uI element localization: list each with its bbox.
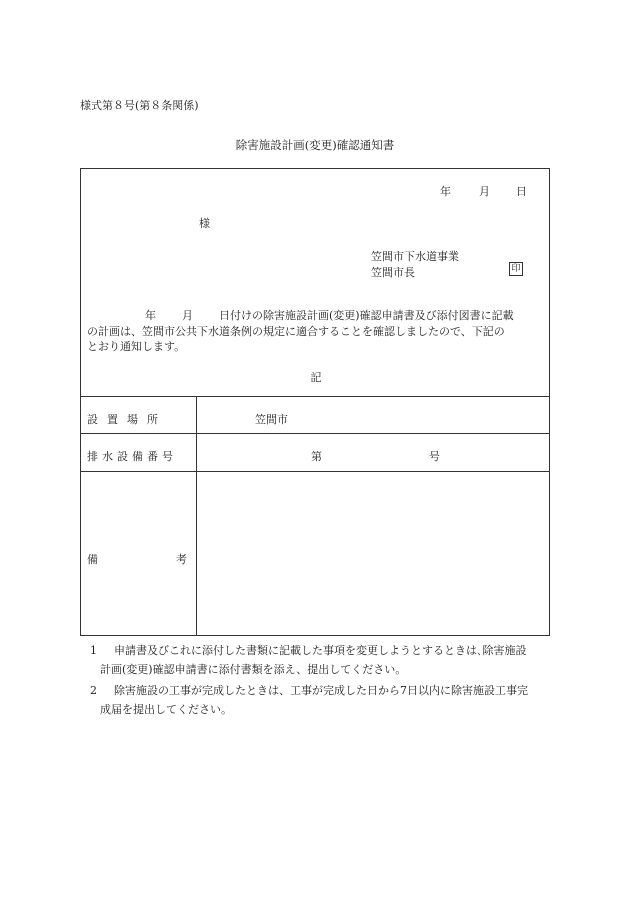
note-number: 2 xyxy=(90,684,97,697)
drainage-number-prefix: 第 xyxy=(311,450,322,463)
body-month: 月 xyxy=(182,309,193,322)
location-value: 笠間市 xyxy=(255,413,288,426)
location-label: 設置場所 xyxy=(87,413,167,426)
date-line xyxy=(440,183,527,199)
seal-mark: 印 xyxy=(509,262,523,276)
drainage-number-label: 排水設備番号 xyxy=(87,450,177,463)
issuer-mayor: 笠間市長 xyxy=(371,266,415,279)
date-day: 日 xyxy=(516,185,527,198)
issuer-department: 笠間市下水道事業 xyxy=(371,250,459,263)
note-item xyxy=(80,641,550,679)
body-line1: 日付けの除害施設計画(変更)確認申請書及び添付図書に記載 xyxy=(219,309,514,322)
divider xyxy=(81,433,549,434)
note-line: 計画(変更)確認申請書に添付書類を添え、提出してください。 xyxy=(100,663,407,676)
form-frame xyxy=(80,168,550,636)
note-line: 成届を提出してください。 xyxy=(100,703,232,716)
ki-heading: 記 xyxy=(310,371,322,384)
body-line2: の計画は、笠間市公共下水道条例の規定に適合することを確認しましたので、下記の xyxy=(87,324,505,338)
note-number: 1 xyxy=(90,644,97,657)
column-divider xyxy=(196,396,197,636)
remarks-label-first: 備 xyxy=(87,553,98,566)
note-line: 除害施設の工事が完成したときは、工事が完成した日から7日以内に除害施設工事完 xyxy=(114,684,528,697)
form-number: 様式第８号(第８条関係) xyxy=(80,99,199,112)
document-title: 除害施設計画(変更)確認通知書 xyxy=(235,138,395,152)
remarks-label-second: 考 xyxy=(176,553,187,566)
body-line3: とおり通知します。 xyxy=(87,340,186,353)
note-item xyxy=(80,681,550,719)
addressee-suffix: 様 xyxy=(199,217,210,230)
note-line: 申請書及びこれに添付した書類に記載した事項を変更しようとするときは､除害施設 xyxy=(114,644,527,657)
date-month: 月 xyxy=(479,185,490,198)
drainage-number-suffix: 号 xyxy=(429,450,440,463)
divider xyxy=(81,396,549,397)
notice-body xyxy=(87,308,545,355)
divider xyxy=(81,471,549,472)
date-year: 年 xyxy=(440,185,451,198)
notes-list xyxy=(80,641,550,719)
body-year: 年 xyxy=(145,309,156,322)
